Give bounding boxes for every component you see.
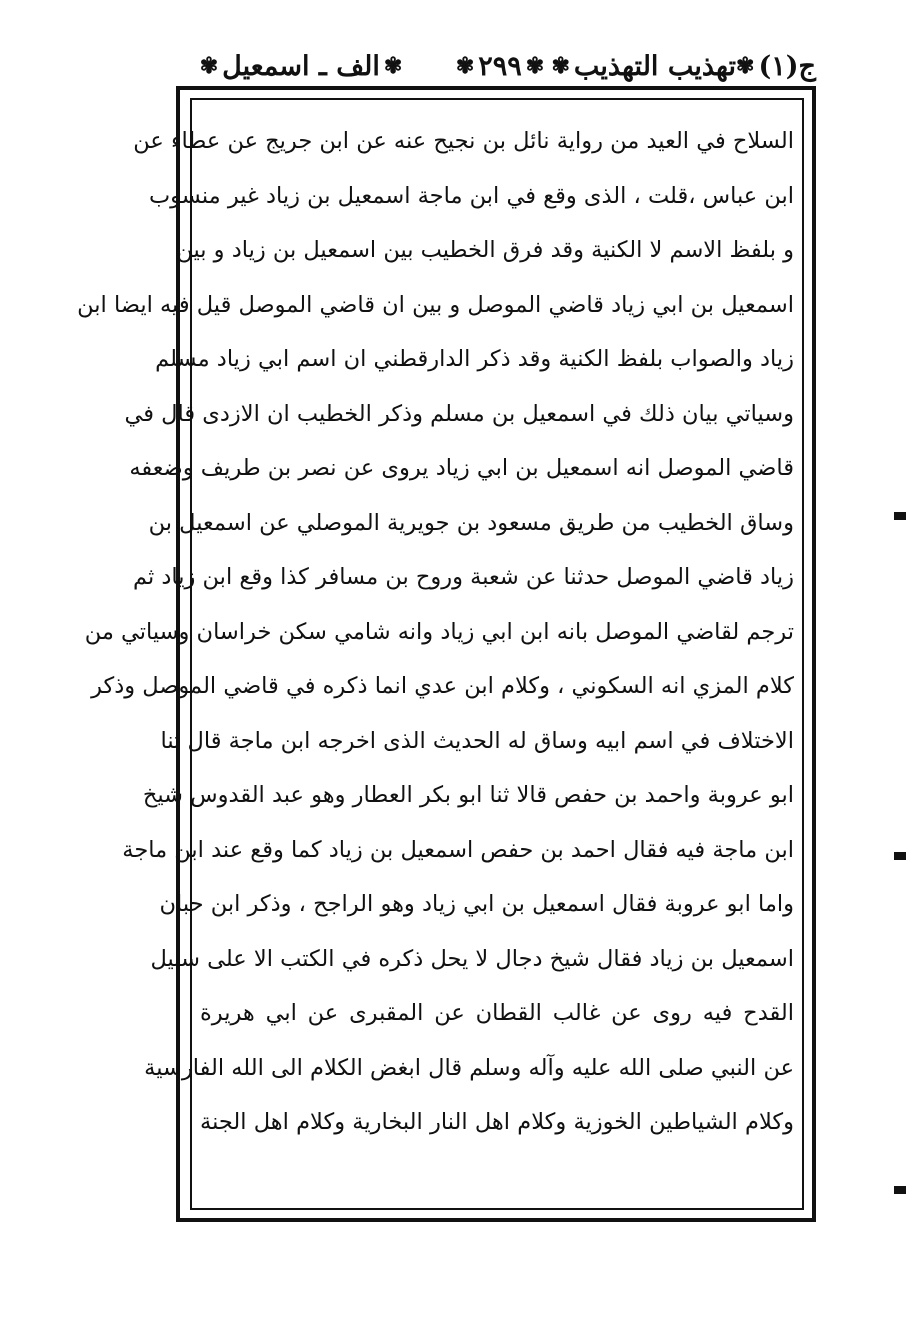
text-line: زياد والصواب بلفظ الكنية وقد ذكر الدارقطني ان اسم ابي زياد مسلم xyxy=(155,346,794,372)
text-line: القدح فيه روى عن غالب القطان عن المقبرى عن ابي هريرة xyxy=(200,1000,794,1026)
text-line: وسياتي بيان ذلك في اسمعيل بن مسلم وذكر الخطيب ان الازدى قال في xyxy=(124,400,794,427)
text-line: و بلفظ الاسم لا الكنية وقد فرق الخطيب بين اسمعيل بن زياد و بين xyxy=(176,237,794,263)
text-line: اسمعيل بن ابي زياد قاضي الموصل و بين ان قاضي الموصل قيل فيه ايضا ابن xyxy=(77,291,794,318)
running-header xyxy=(186,40,816,92)
text-line: قاضي الموصل انه اسمعيل بن ابي زياد يروى عن نصر بن طريف وضعفه xyxy=(129,455,794,481)
scan-edge-mark xyxy=(894,1186,906,1194)
book-title-label xyxy=(547,40,736,92)
text-line: الاختلاف في اسم ابيه وساق له الحديث الذى اخرجه ابن ماجة قال ثنا xyxy=(160,727,794,754)
section-title: الف ـ اسمعيل xyxy=(222,50,380,82)
text-line: اسمعيل بن زياد فقال شيخ دجال لا يحل ذكره في الكتب الا على سبيل xyxy=(150,945,794,972)
text-line: كلام المزي انه السكوني ، وكلام ابن عدي انما ذكره في قاضي الموصل وذكر xyxy=(91,673,794,699)
flower-ornament-icon: ✾ xyxy=(199,53,219,79)
volume-number: ج(١) xyxy=(758,50,816,82)
section-label xyxy=(186,40,416,92)
page-number: ٢٩٩ xyxy=(478,50,522,82)
text-line: السلاح في العيد من رواية نائل بن نجيح عنه عن ابن جريج عن عطاء عن xyxy=(133,128,794,154)
text-line: زياد قاضي الموصل حدثنا عن شعبة وروح بن مسافر كذا وقع ابن زياد ثم xyxy=(133,564,794,590)
scan-edge-mark xyxy=(894,512,906,520)
flower-ornament-icon: ✾ xyxy=(551,53,570,79)
text-line: عن النبي صلى الله عليه وآله وسلم قال ابغض الكلام الى الله الفارسية xyxy=(144,1054,794,1081)
volume-label xyxy=(732,40,816,92)
flower-ornament-icon: ✾ xyxy=(736,53,755,79)
scan-edge-mark xyxy=(894,852,906,860)
text-line: ابن عباس ،قلت ، الذى وقع في ابن ماجة اسمعيل بن زياد غير منسوب xyxy=(148,182,794,209)
text-line: ابو عروبة واحمد بن حفص قالا ثنا ابو بكر العطار وهو عبد القدوس شيخ xyxy=(142,782,794,808)
text-line: ابن ماجة فيه فقال احمد بن حفص اسمعيل بن زياد كما وقع عند ابن ماجة xyxy=(122,836,794,863)
flower-ornament-icon: ✾ xyxy=(383,53,403,79)
text-line: ترجم لقاضي الموصل بانه ابن ابي زياد وانه شامي سكن خراسان وسياتي من xyxy=(84,618,794,645)
text-line: وساق الخطيب من طريق مسعود بن جويرية الموصلي عن اسمعيل بن xyxy=(148,509,794,536)
book-title: تهذيب التهذيب xyxy=(573,50,736,82)
text-line: وكلام الشياطين الخوزية وكلام اهل النار البخارية وكلام اهل الجنة xyxy=(200,1109,794,1135)
flower-ornament-icon: ✾ xyxy=(525,53,545,79)
flower-ornament-icon: ✾ xyxy=(455,53,475,79)
page-number-label xyxy=(440,40,560,92)
text-line: واما ابو عروبة فقال اسمعيل بن ابي زياد وهو الراجح ، وذكر ابن حبان xyxy=(159,891,794,917)
body-text xyxy=(77,114,794,1204)
text-line xyxy=(200,1150,794,1205)
